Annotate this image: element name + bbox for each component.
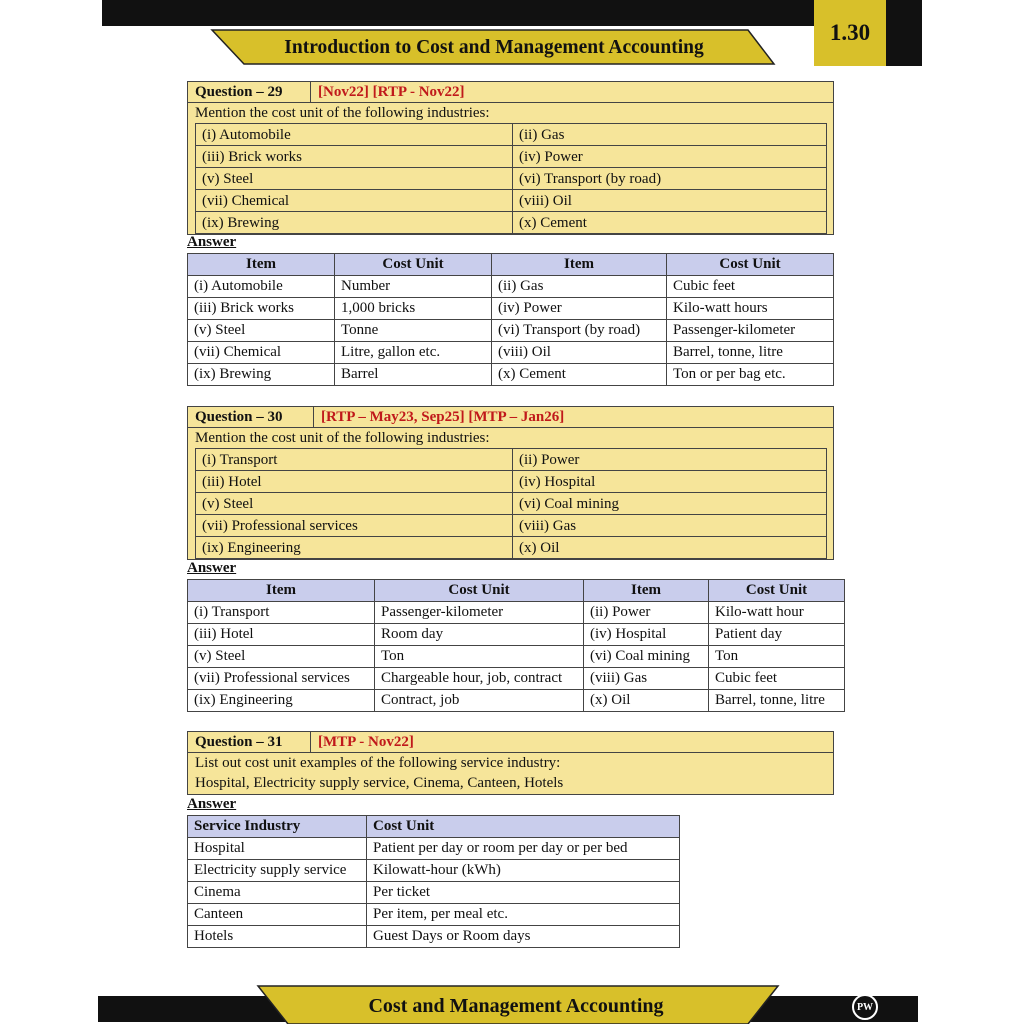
table-cell: Hospital [188, 838, 367, 860]
table-cell: Chargeable hour, job, contract [375, 668, 584, 690]
item-cell: (vii) Professional services [196, 515, 513, 537]
pw-logo: PW [852, 994, 878, 1020]
item-cell: (x) Cement [513, 212, 827, 234]
table-cell: (viii) Gas [584, 668, 709, 690]
question-30-label: Question – 30 [188, 407, 314, 427]
table-row [188, 624, 845, 646]
table-row [188, 690, 845, 712]
list-item [196, 212, 827, 234]
table-cell: (vii) Professional services [188, 668, 375, 690]
list-item [196, 190, 827, 212]
table-cell: (x) Oil [584, 690, 709, 712]
table-cell: Tonne [335, 320, 492, 342]
table-cell: (viii) Oil [492, 342, 667, 364]
table-row [188, 320, 834, 342]
column-header: Item [188, 254, 335, 276]
table-cell: Number [335, 276, 492, 298]
header-title: Introduction to Cost and Management Accounting [284, 37, 704, 58]
table-cell: Contract, job [375, 690, 584, 712]
item-cell: (iv) Power [513, 146, 827, 168]
list-item [196, 493, 827, 515]
question-29-label: Question – 29 [188, 82, 311, 102]
table-cell: Hotels [188, 926, 367, 948]
question-31-text-2: Hospital, Electricity supply service, Cinema, Canteen, Hotels [195, 775, 564, 791]
question-30-text: Mention the cost unit of the following industries: [195, 430, 490, 446]
column-header: Cost Unit [375, 580, 584, 602]
table-cell: Cinema [188, 882, 367, 904]
item-cell: (ii) Power [513, 449, 827, 471]
table-cell: Electricity supply service [188, 860, 367, 882]
column-header: Cost Unit [667, 254, 834, 276]
item-cell: (vi) Transport (by road) [513, 168, 827, 190]
page-number: 1.30 [814, 0, 886, 66]
table-cell: (ix) Engineering [188, 690, 375, 712]
column-header: Cost Unit [709, 580, 845, 602]
question-31-ref: [MTP - Nov22] [318, 734, 414, 750]
list-item [196, 124, 827, 146]
item-cell: (viii) Oil [513, 190, 827, 212]
column-header: Cost Unit [335, 254, 492, 276]
item-cell: (i) Transport [196, 449, 513, 471]
item-cell: (i) Automobile [196, 124, 513, 146]
table-cell: (i) Automobile [188, 276, 335, 298]
table-cell: Ton [709, 646, 845, 668]
table-cell: (ii) Power [584, 602, 709, 624]
table-cell: (iv) Hospital [584, 624, 709, 646]
footer-title: Cost and Management Accounting [368, 994, 664, 1017]
table-cell: (v) Steel [188, 646, 375, 668]
answer-30-table [187, 579, 845, 712]
question-31-text-1: List out cost unit examples of the following service industry: [195, 755, 561, 771]
table-cell: 1,000 bricks [335, 298, 492, 320]
question-29-text: Mention the cost unit of the following industries: [195, 105, 490, 121]
table-cell: Passenger-kilometer [375, 602, 584, 624]
column-header: Item [492, 254, 667, 276]
table-cell: Passenger-kilometer [667, 320, 834, 342]
table-cell: (vii) Chemical [188, 342, 335, 364]
column-header: Item [188, 580, 375, 602]
column-header: Cost Unit [367, 816, 680, 838]
item-cell: (vi) Coal mining [513, 493, 827, 515]
table-row [188, 882, 680, 904]
table-cell: Cubic feet [667, 276, 834, 298]
question-30-ref: [RTP – May23, Sep25] [MTP – Jan26] [321, 409, 565, 425]
table-cell: (v) Steel [188, 320, 335, 342]
table-cell: Ton or per bag etc. [667, 364, 834, 386]
item-cell: (x) Oil [513, 537, 827, 559]
table-row [188, 602, 845, 624]
table-cell: Kilo-watt hours [667, 298, 834, 320]
answer-31-table [187, 815, 680, 948]
table-row [188, 276, 834, 298]
list-item [196, 471, 827, 493]
item-cell: (ix) Engineering [196, 537, 513, 559]
table-cell: Litre, gallon etc. [335, 342, 492, 364]
table-row [188, 364, 834, 386]
list-item [196, 537, 827, 559]
column-header: Service Industry [188, 816, 367, 838]
answer-29-table [187, 253, 834, 386]
answer-label-29: Answer [187, 234, 237, 250]
table-cell: Cubic feet [709, 668, 845, 690]
table-cell: Barrel [335, 364, 492, 386]
item-cell: (v) Steel [196, 168, 513, 190]
table-row [188, 298, 834, 320]
table-cell: Per item, per meal etc. [367, 904, 680, 926]
list-item [196, 168, 827, 190]
item-cell: (iii) Hotel [196, 471, 513, 493]
item-cell: (iii) Brick works [196, 146, 513, 168]
question-30-items [195, 448, 827, 559]
header-top-bar [102, 0, 814, 26]
table-cell: (iv) Power [492, 298, 667, 320]
answer-label-31: Answer [187, 796, 237, 812]
item-cell: (viii) Gas [513, 515, 827, 537]
item-cell: (iv) Hospital [513, 471, 827, 493]
table-cell: (ii) Gas [492, 276, 667, 298]
table-row [188, 860, 680, 882]
table-cell: (iii) Hotel [188, 624, 375, 646]
header-right-bar [886, 0, 922, 66]
item-cell: (vii) Chemical [196, 190, 513, 212]
question-29-items [195, 123, 827, 234]
table-cell: Per ticket [367, 882, 680, 904]
list-item [196, 146, 827, 168]
table-cell: Ton [375, 646, 584, 668]
table-cell: (ix) Brewing [188, 364, 335, 386]
question-29-box [187, 81, 834, 235]
table-cell: (iii) Brick works [188, 298, 335, 320]
table-cell: (x) Cement [492, 364, 667, 386]
table-cell: (vi) Coal mining [584, 646, 709, 668]
table-cell: Guest Days or Room days [367, 926, 680, 948]
table-row [188, 646, 845, 668]
question-29-ref: [Nov22] [RTP - Nov22] [318, 84, 465, 100]
table-cell: Kilowatt-hour (kWh) [367, 860, 680, 882]
question-31-box [187, 731, 834, 795]
item-cell: (ix) Brewing [196, 212, 513, 234]
question-30-box [187, 406, 834, 560]
table-cell: (i) Transport [188, 602, 375, 624]
table-cell: Kilo-watt hour [709, 602, 845, 624]
question-31-label: Question – 31 [188, 732, 311, 752]
list-item [196, 515, 827, 537]
table-row [188, 904, 680, 926]
item-cell: (v) Steel [196, 493, 513, 515]
list-item [196, 449, 827, 471]
table-cell: Canteen [188, 904, 367, 926]
table-row [188, 342, 834, 364]
column-header: Item [584, 580, 709, 602]
item-cell: (ii) Gas [513, 124, 827, 146]
table-cell: Room day [375, 624, 584, 646]
table-row [188, 926, 680, 948]
table-cell: Patient per day or room per day or per bed [367, 838, 680, 860]
table-cell: Patient day [709, 624, 845, 646]
table-cell: Barrel, tonne, litre [709, 690, 845, 712]
table-row [188, 838, 680, 860]
table-row [188, 668, 845, 690]
answer-label-30: Answer [187, 560, 237, 576]
table-cell: Barrel, tonne, litre [667, 342, 834, 364]
table-cell: (vi) Transport (by road) [492, 320, 667, 342]
